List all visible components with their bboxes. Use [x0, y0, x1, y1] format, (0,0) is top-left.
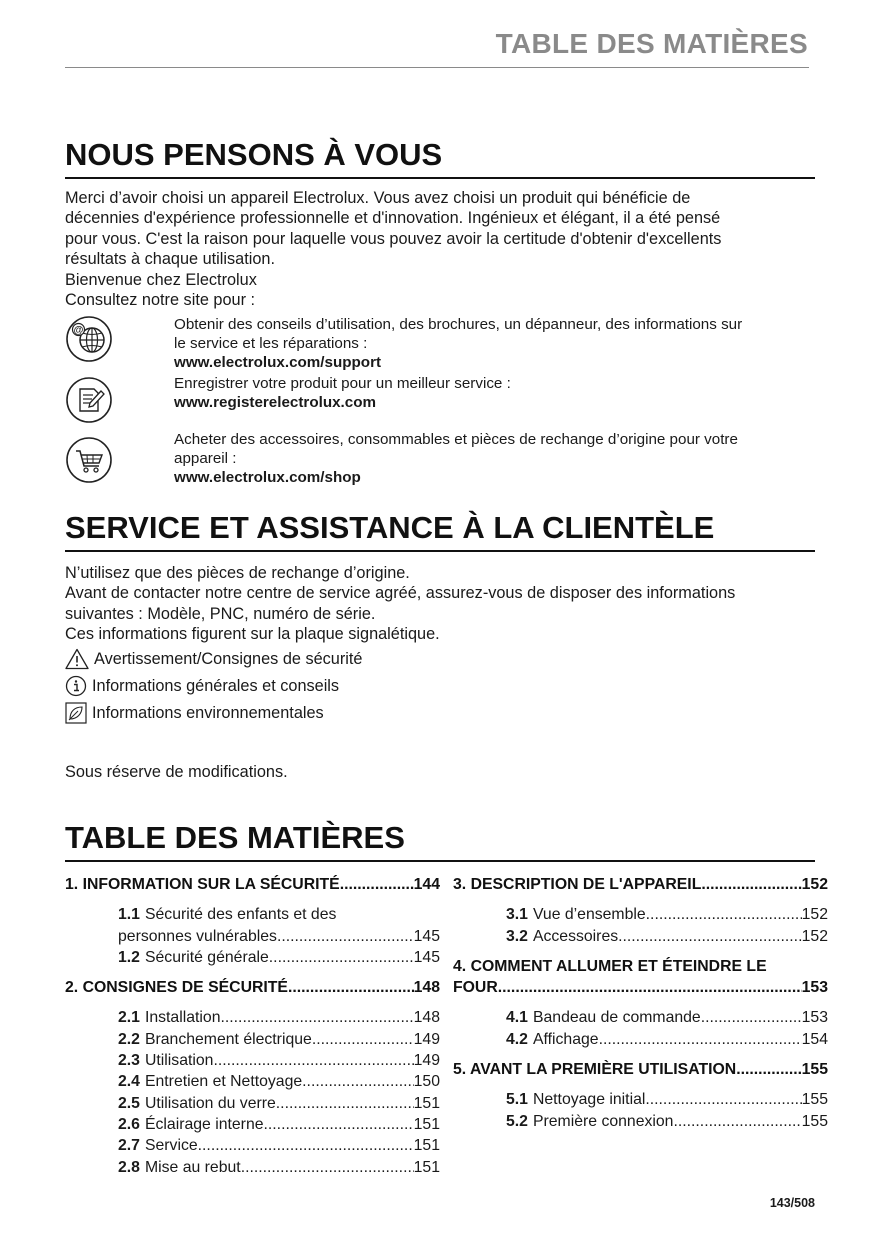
link-shop: Acheter des accessoires, consommables et pièces de rechange d’origine pour votre appareil : www.electrolux.com/shop	[174, 430, 814, 487]
toc-left-column	[65, 874, 440, 1178]
intro-paragraph	[65, 188, 810, 310]
toc-entry-3-2[interactable]: 3.2 Accessoires ..... 152	[506, 926, 828, 947]
service-line: Avant de contacter notre centre de service agréé, assurez-vous de disposer des informations	[65, 584, 736, 603]
register-icon	[65, 376, 113, 424]
support-link[interactable]: www.electrolux.com/support	[174, 354, 382, 371]
link-support: Obtenir des conseils d’utilisation, des brochures, un dépanneur, des informations sur le service et les réparations : www.electrolux.com/support	[174, 315, 814, 372]
running-header-title: TABLE DES MATIÈRES	[495, 28, 808, 59]
toc-entry-3-1[interactable]: 3.1 Vue d’ensemble ..... 152	[506, 904, 828, 925]
intro-line: décennies d'expérience professionnelle et d'innovation. Ingénieux et élégant, il a été pensé	[65, 209, 721, 228]
legend-warning: Avertissement/Consignes de sécurité	[65, 648, 362, 670]
toc-entry-2-3[interactable]: 2.3 Utilisation ..... 149	[118, 1050, 440, 1071]
toc-entry-1-1-cont[interactable]: personnes vulnérables ..... 145	[118, 926, 440, 947]
toc-entry-5-1[interactable]: 5.1 Nettoyage initial ..... 155	[506, 1089, 828, 1110]
toc-entry-2-4[interactable]: 2.4 Entretien et Nettoyage ..... 150	[118, 1071, 440, 1092]
intro-line: résultats à chaque utilisation.	[65, 250, 275, 269]
toc-chapter-5[interactable]: 5. AVANT LA PREMIÈRE UTILISATION ..... 155	[453, 1059, 828, 1080]
toc-entry-2-6[interactable]: 2.6 Éclairage interne ..... 151	[118, 1114, 440, 1135]
header-divider	[65, 67, 809, 68]
toc-entry-2-5[interactable]: 2.5 Utilisation du verre ..... 151	[118, 1093, 440, 1114]
section-title-service: SERVICE ET ASSISTANCE À LA CLIENTÈLE	[65, 510, 815, 552]
svg-text:@: @	[73, 325, 84, 336]
section-title-intro: NOUS PENSONS À VOUS	[65, 137, 815, 179]
service-line: Ces informations figurent sur la plaque signalétique.	[65, 625, 440, 644]
intro-line: Consultez notre site pour :	[65, 291, 256, 310]
toc-entry-2-8[interactable]: 2.8 Mise au rebut ..... 151	[118, 1157, 440, 1178]
register-link[interactable]: www.registerelectrolux.com	[174, 394, 377, 411]
toc-entry-5-2[interactable]: 5.2 Première connexion ..... 155	[506, 1111, 828, 1132]
intro-line: Merci d’avoir choisi un appareil Electrolux. Vous avez choisi un produit qui bénéficie de	[65, 189, 691, 207]
info-icon	[65, 675, 87, 697]
toc-chapter-3[interactable]: 3. DESCRIPTION DE L'APPAREIL ..... 152	[453, 874, 828, 895]
toc-entry-4-1[interactable]: 4.1 Bandeau de commande ..... 153	[506, 1007, 828, 1028]
toc-entry-4-2[interactable]: 4.2 Affichage ..... 154	[506, 1029, 828, 1050]
page-number: 143/508	[769, 1196, 815, 1210]
shop-link[interactable]: www.electrolux.com/shop	[174, 469, 361, 486]
service-line: N’utilisez que des pièces de rechange d’origine.	[65, 564, 410, 582]
toc-entry-2-2[interactable]: 2.2 Branchement électrique ..... 149	[118, 1029, 440, 1050]
toc-chapter-2[interactable]: 2. CONSIGNES DE SÉCURITÉ ..... 148	[65, 977, 440, 998]
legend-environment: Informations environnementales	[65, 702, 324, 724]
toc-chapter-1[interactable]: 1. INFORMATION SUR LA SÉCURITÉ ..... 144	[65, 874, 440, 895]
legend-info: Informations générales et conseils	[65, 675, 339, 697]
intro-line: pour vous. C'est la raison pour laquelle vous pouvez avoir la certitude d'obtenir d'excellents	[65, 229, 722, 248]
toc-chapter-4[interactable]: 4. COMMENT ALLUMER ET ÉTEINDRE LE	[453, 957, 767, 975]
toc-entry-2-1[interactable]: 2.1 Installation ..... 148	[118, 1007, 440, 1028]
toc-entry-1-1[interactable]: 1.1 Sécurité des enfants et des	[118, 906, 337, 924]
shopping-cart-icon	[65, 436, 113, 484]
globe-icon	[65, 315, 113, 363]
intro-line: Bienvenue chez Electrolux	[65, 270, 257, 289]
warning-icon	[65, 648, 89, 670]
link-register: Enregistrer votre produit pour un meilleur service : www.registerelectrolux.com	[174, 374, 814, 412]
toc-chapter-4-cont[interactable]: FOUR ..... 153	[453, 977, 828, 998]
toc-entry-1-2[interactable]: 1.2 Sécurité générale ..... 145	[118, 947, 440, 968]
service-paragraph	[65, 563, 810, 645]
toc-right-column	[453, 874, 828, 1132]
modifications-note: Sous réserve de modifications.	[65, 763, 288, 781]
toc-entry-2-7[interactable]: 2.7 Service ..... 151	[118, 1135, 440, 1156]
section-title-toc: TABLE DES MATIÈRES	[65, 820, 815, 862]
service-line: suivantes : Modèle, PNC, numéro de série.	[65, 604, 376, 623]
leaf-icon	[65, 702, 87, 724]
